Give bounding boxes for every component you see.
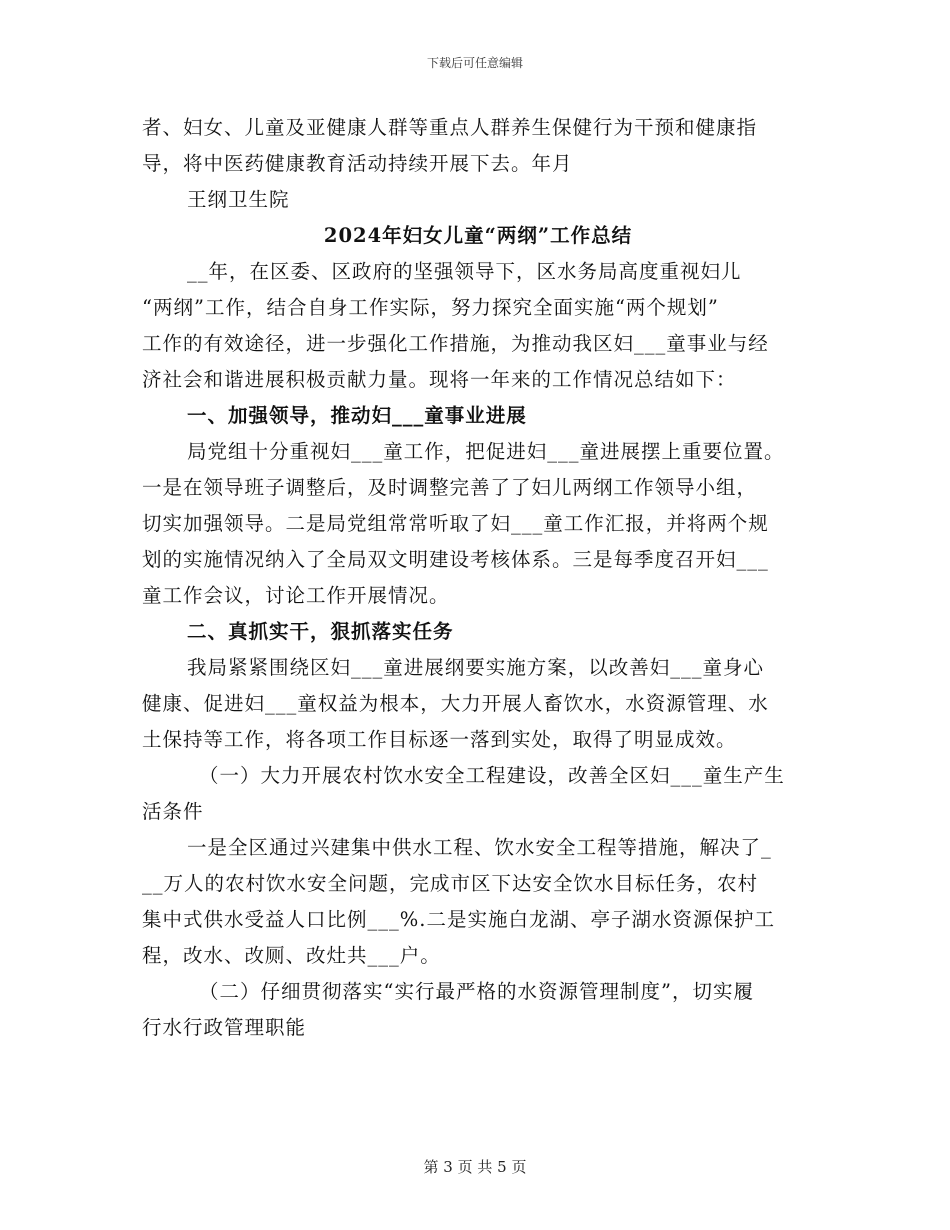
text-line: 一是在领导班子调整后，及时调整完善了了妇儿两纲工作领导小组， <box>142 476 758 499</box>
text-line: 健康、促进妇___童权益为根本，大力开展人畜饮水，水资源管理、水 <box>142 692 769 715</box>
document-title: 2024年妇女儿童“两纲”工作总结 <box>323 224 633 247</box>
section-heading: 一、加强领导，推动妇___童事业进展 <box>187 404 527 427</box>
text-line: “两纲”工作，结合自身工作实际，努力探究全面实施“两个规划” <box>142 296 719 319</box>
text-line: 行水行政管理职能 <box>142 1016 307 1039</box>
page-header: 下载后可任意编辑 <box>426 56 523 70</box>
page-footer: 第 3 页 共 5 页 <box>423 1158 527 1176</box>
text-line: 程，改水、改厕、改灶共___户。 <box>142 944 441 967</box>
text-line: 集中式供水受益人口比例___%.二是实施白龙湖、亭子湖水资源保护工 <box>142 908 775 931</box>
text-line: 济社会和谐进展积极贡献力量。现将一年来的工作情况总结如下： <box>142 368 737 391</box>
text-line: 王纲卫生院 <box>187 188 290 211</box>
text-line: 我局紧紧围绕区妇___童进展纲要实施方案，以改善妇___童身心 <box>187 656 765 679</box>
text-line: 一是全区通过兴建集中供水工程、饮水安全工程等措施，解决了_ <box>187 836 772 859</box>
text-line: 活条件 <box>142 800 204 823</box>
text-line: 切实加强领导。二是局党组常常听取了妇___童工作汇报，并将两个规 <box>142 512 769 535</box>
document-body <box>142 110 814 1046</box>
text-line: __年，在区委、区政府的坚强领导下，区水务局高度重视妇儿 <box>187 260 742 283</box>
text-line: 土保持等工作，将各项工作目标逐一落到实处，取得了明显成效。 <box>142 728 737 751</box>
section-heading: 二、真抓实干，狠抓落实任务 <box>187 620 454 643</box>
text-line: （二）仔细贯彻落实“实行最严格的水资源管理制度”，切实履 <box>199 980 754 1003</box>
text-line: 工作的有效途径，进一步强化工作措施，为推动我区妇___童事业与经 <box>142 332 769 355</box>
text-line: 者、妇女、儿童及亚健康人群等重点人群养生保健行为干预和健康指 <box>142 116 758 139</box>
text-line: （一）大力开展农村饮水安全工程建设，改善全区妇___童生产生 <box>199 764 785 787</box>
text-line: 局党组十分重视妇___童工作，把促进妇___童进展摆上重要位置。 <box>187 440 785 463</box>
text-line: __万人的农村饮水安全问题，完成市区下达安全饮水目标任务，农村 <box>142 872 759 895</box>
text-line: 童工作会议，讨论工作开展情况。 <box>142 584 450 607</box>
text-line: 划的实施情况纳入了全局双文明建设考核体系。三是每季度召开妇___ <box>142 548 769 571</box>
text-line: 导，将中医药健康教育活动持续开展下去。年月 <box>142 152 573 175</box>
